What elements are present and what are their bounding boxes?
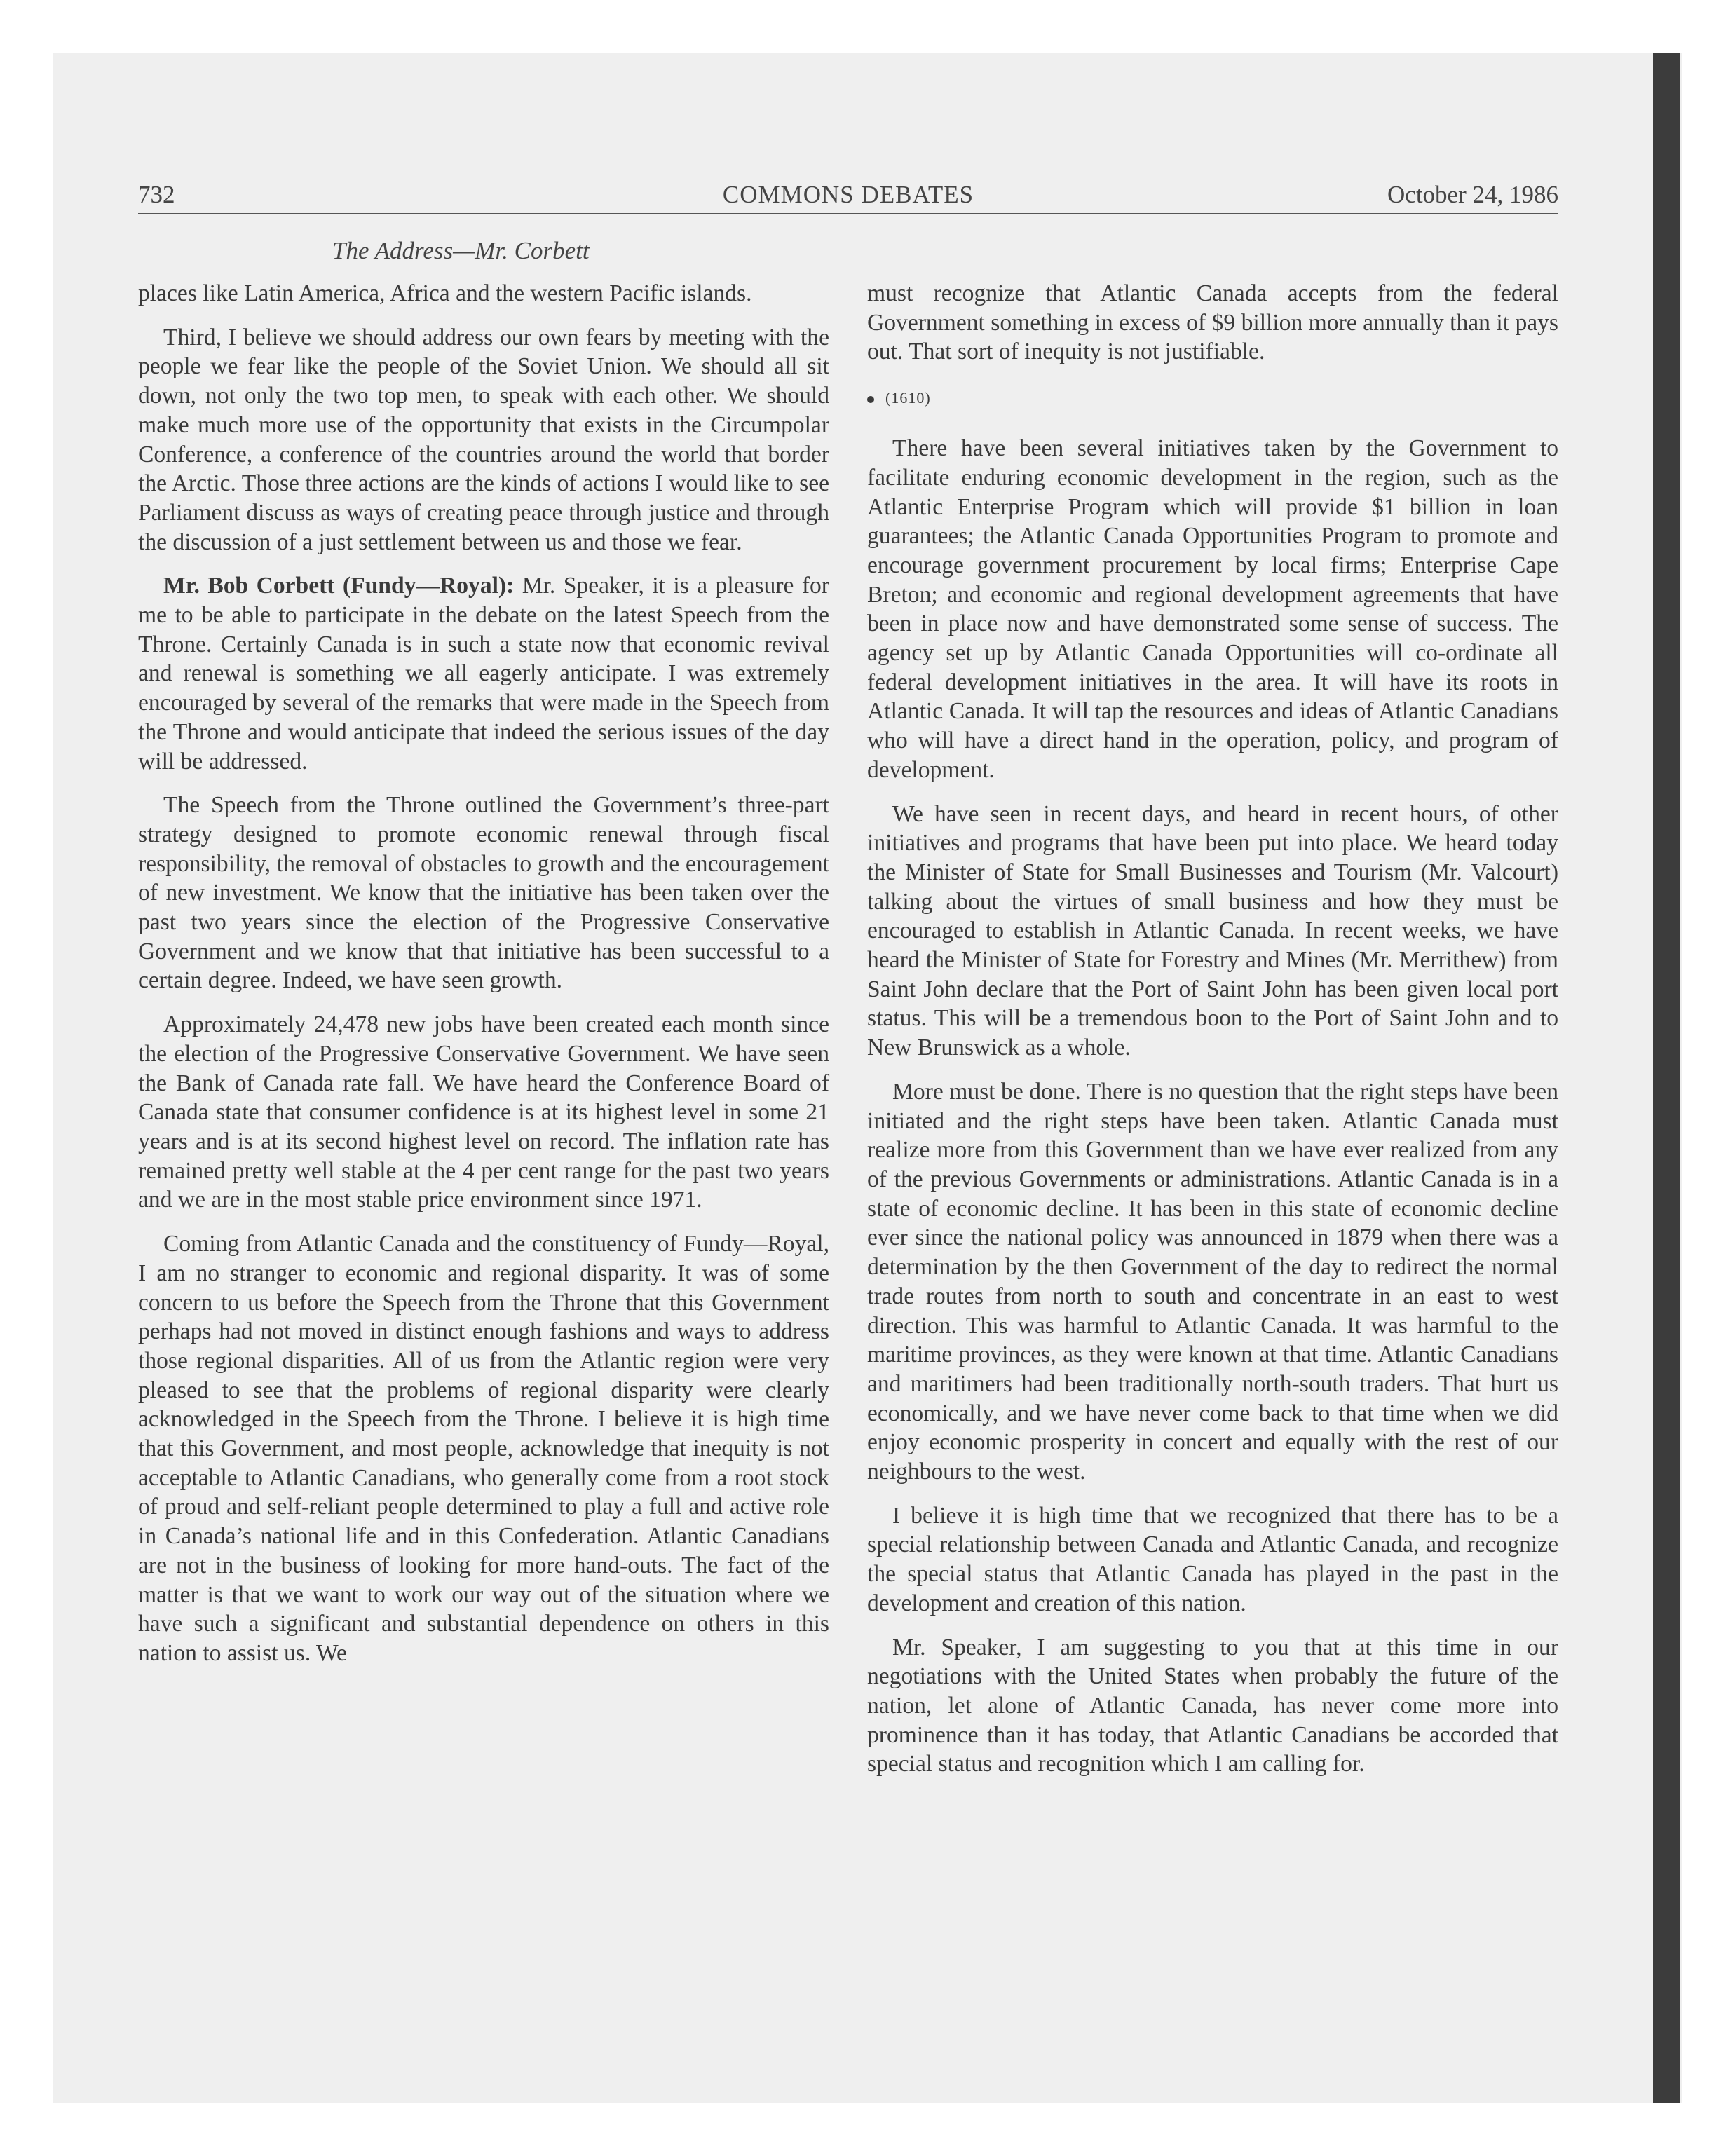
paragraph: I believe it is high time that we recognized that there has to be a special relationship between Canada and Atlantic Canada, and recognize the special status that Atlantic Canada has played in the past in the development and creation of this nation. <box>867 1502 1558 1616</box>
time-marker <box>867 383 1558 413</box>
speech-text: Mr. Speaker, it is a pleasure for me to be able to participate in the debate on the latest Speech from the Throne. Certainly Canada is in such a state now that economic revival and renewal is something we all eagerly anticipate. I was extremely encouraged by several of the remarks that were made in the Speech from the Throne and would anticipate that indeed the serious issues of the day will be addressed. <box>138 573 829 775</box>
page-header <box>138 181 1558 216</box>
paragraph: Mr. Speaker, I am suggesting to you that at this time in our negotiations with the United States when probably the future of the nation, let alone of Atlantic Canada, has never come more into prominence than it has today, that Atlantic Canadians be accorded that special status and recognition which I am calling for. <box>867 1634 1558 1778</box>
paragraph: The Speech from the Throne outlined the Government’s three-part strategy designed to promote economic renewal through fiscal responsibility, the removal of obstacles to growth and the encouragement of new investment. We know that the initiative has been taken over the past two years since the election of the Progressive Conservative Government and we know that that initiative has been successful to a certain degree. Indeed, we have seen growth. <box>138 792 829 994</box>
bullet-icon <box>867 396 874 403</box>
paragraph: There have been several initiatives taken by the Government to facilitate enduring economic development in the region, such as the Atlantic Enterprise Program which will provide $1 billion in loan guarantees; the Atlantic Canada Opportunities Program to promote and encourage government procurement by local firms; Enterprise Cape Breton; and economic and regional development agreements that have been in place now and have demonstrated some sense of success. The agency set up by Atlantic Canada Opportunities will co-ordinate all federal development initiatives in the area. It will have its roots in Atlantic Canada. It will tap the resources and ideas of Atlantic Canadians who will have a direct hand in the operation, policy, and program of development. <box>867 435 1558 783</box>
left-column <box>138 279 829 1683</box>
paragraph: Coming from Atlantic Canada and the constituency of Fundy—Royal, I am no stranger to economic and regional disparity. It was of some concern to us before the Speech from the Throne that this Government perhaps had not moved in distinct enough fashions and ways to address those regional disparities. All of us from the Atlantic region were very pleased to see that the problems of regional disparity were clearly acknowledged in the Speech from the Throne. I believe it is high time that this Government, and most people, acknowledge that inequity is not acceptable to Atlantic Canadians, who generally come from a root stock of proud and self-reliant people determined to play a full and active role in Canada’s national life and in this Confederation. Atlantic Canadians are not in the business of looking for more hand-outs. The fact of the matter is that we want to work our way out of the situation where we have such a significant and substantial dependence on others in this nation to assist us. We <box>138 1231 829 1666</box>
speaker-paragraph <box>138 571 829 776</box>
paragraph: must recognize that Atlantic Canada accepts from the federal Government something in excess of $9 billion more annually than it pays out. That sort of inequity is not justifiable. <box>867 280 1558 365</box>
speaker-name: Mr. Bob Corbett (Fundy—Royal): <box>163 573 515 599</box>
running-head: The Address—Mr. Corbett <box>332 237 590 264</box>
page-number: 732 <box>138 181 175 208</box>
header-rule <box>138 213 1558 214</box>
publication-title: COMMONS DEBATES <box>722 181 974 208</box>
paragraph: Third, I believe we should address our own fears by meeting with the people we fear like the people of the Soviet Union. We should all sit down, not only the two top men, to speak with each other. We should make much more use of the opportunity that exists in the Circumpolar Conference, a conference of the countries around the world that border the Arctic. Those three actions are the kinds of actions I would like to see Parliament discuss as ways of creating peace through justice and through the discussion of a just settlement between us and those we fear. <box>138 324 829 555</box>
right-column <box>867 279 1558 1794</box>
paragraph: More must be done. There is no question that the right steps have been initiated and the right steps have been taken. Atlantic Canada must realize more from this Government than we have ever realized from any of the previous Governments or administrations. Atlantic Canada is in a state of economic decline. It has been in this state of economic decline ever since the national policy was announced in 1879 when there was a determination by the then Government of the day to redirect the normal trade routes from north to south and concentrate in an east to west direction. This was harmful to Atlantic Canada. It was harmful to the maritime provinces, as they were known at that time. Atlantic Canadians and maritimers had been traditionally north-south traders. That hurt us economically, and we have never come back to that time when we did enjoy economic prosperity in concert and equally with the rest of our neighbours to the west. <box>867 1078 1558 1485</box>
time-marker-text: (1610) <box>885 389 931 407</box>
paragraph: Approximately 24,478 new jobs have been created each month since the election of the Progressive Conservative Government. We have seen the Bank of Canada rate fall. We have heard the Conference Board of Canada state that consumer confidence is at its highest level in some 21 years and is at its second highest level on record. The inflation rate has remained pretty well stable at the 4 per cent range for the past two years and we are in the most stable price environment since 1971. <box>138 1011 829 1213</box>
paragraph: We have seen in recent days, and heard in recent hours, of other initiatives and programs that have been put into place. We heard today the Minister of State for Small Businesses and Tourism (Mr. Valcourt) talking about the virtues of small business and how they must be encouraged to establish in Atlantic Canada. In recent weeks, we have heard the Minister of State for Forestry and Mines (Mr. Merrithew) from Saint John declare that the Port of Saint John has been given local port status. This will be a tremendous boon to the Port of Saint John and to New Brunswick as a whole. <box>867 800 1558 1061</box>
paragraph: places like Latin America, Africa and the western Pacific islands. <box>138 280 752 306</box>
publication-date: October 24, 1986 <box>1387 181 1558 208</box>
scan-binding-edge <box>1653 53 1680 2103</box>
